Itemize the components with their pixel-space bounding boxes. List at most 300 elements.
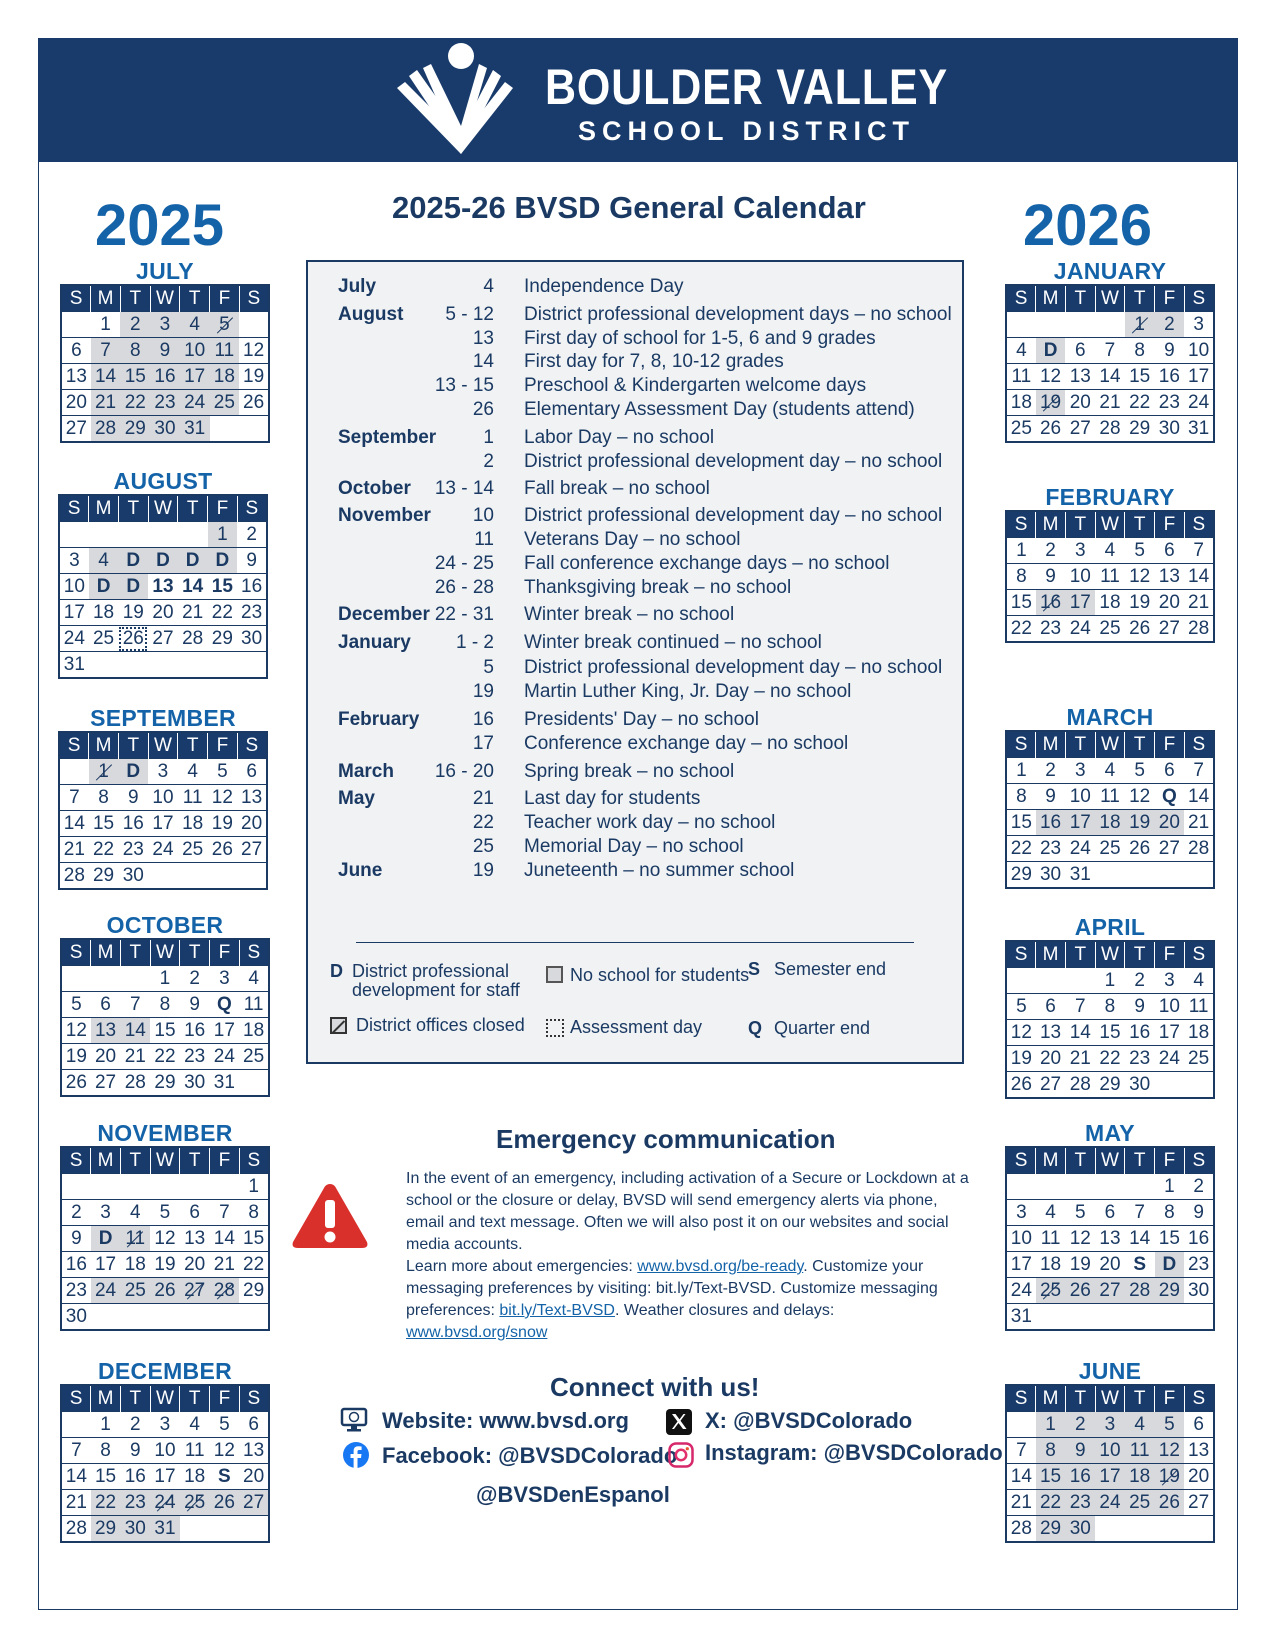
day-cell <box>148 522 178 548</box>
weekday-header: T <box>120 1385 150 1412</box>
day-cell: 9 <box>61 1226 91 1252</box>
event-month: February <box>338 709 420 730</box>
event-text: First day of school for 1-5, 6 and 9 grades <box>524 328 876 349</box>
day-cell: 17 <box>1155 1020 1185 1046</box>
day-cell: 24 <box>59 626 89 652</box>
day-cell <box>1184 1516 1214 1543</box>
day-cell: 15 <box>91 1464 121 1490</box>
event-row <box>308 759 948 784</box>
weekday-header: T <box>178 495 208 522</box>
week-row <box>1006 564 1214 590</box>
day-cell: 16 <box>150 364 180 390</box>
day-cell: 16 <box>1065 1464 1095 1490</box>
day-cell <box>1036 968 1066 994</box>
day-cell: 9 <box>120 1438 150 1464</box>
day-cell <box>59 522 89 548</box>
day-cell: 10 <box>1184 338 1214 364</box>
event-month: November <box>338 505 431 526</box>
day-cell <box>1095 1516 1125 1543</box>
event-row <box>308 551 948 576</box>
day-cell: 21 <box>1065 1046 1095 1072</box>
day-cell: 2 <box>1065 1412 1095 1438</box>
event-date: 26 <box>472 399 494 420</box>
day-cell: 5 <box>1006 994 1036 1020</box>
weekday-header: W <box>150 939 180 966</box>
day-cell: 29 <box>1006 862 1036 889</box>
day-cell: 3 <box>59 548 89 574</box>
be-ready-link[interactable]: www.bvsd.org/be-ready <box>637 1258 804 1275</box>
day-cell <box>59 759 89 785</box>
weekday-header: T <box>1065 941 1095 968</box>
day-cell: 3 <box>150 312 180 338</box>
weekday-header: M <box>91 285 121 312</box>
day-cell: 24 <box>1155 1046 1185 1072</box>
day-cell: 6 <box>91 992 121 1018</box>
event-row <box>308 274 948 299</box>
day-cell: 24 <box>91 1278 121 1304</box>
week-row <box>61 312 269 338</box>
day-cell: 23 <box>1036 616 1066 643</box>
day-cell: 18 <box>1006 390 1036 416</box>
event-text: Fall break – no school <box>524 478 710 499</box>
month-grid <box>1005 1146 1215 1331</box>
day-cell: 9 <box>150 338 180 364</box>
x-label[interactable]: X: @BVSDColorado <box>705 1408 913 1433</box>
day-cell: 8 <box>91 1438 121 1464</box>
day-cell: 5 <box>1155 1412 1185 1438</box>
weekday-header: S <box>59 495 89 522</box>
weekday-header: T <box>1065 511 1095 538</box>
day-cell: 6 <box>237 759 267 785</box>
facebook-label[interactable]: Facebook: @BVSDColorado <box>382 1443 678 1468</box>
day-cell: 11 <box>1036 1226 1066 1252</box>
event-row <box>308 655 948 680</box>
event-text: First day for 7, 8, 10-12 grades <box>524 351 784 372</box>
week-row <box>61 966 269 992</box>
event-date: 17 <box>472 733 494 754</box>
day-cell: 10 <box>59 574 89 600</box>
weekday-header: T <box>180 939 210 966</box>
event-row <box>308 630 948 655</box>
day-cell: 18 <box>239 1018 269 1044</box>
month-grid <box>58 494 268 679</box>
day-cell: 20 <box>1155 810 1185 836</box>
day-cell: 1 <box>1006 538 1036 564</box>
week-row <box>1006 1046 1214 1072</box>
month-grid <box>60 1384 270 1543</box>
day-cell: 27 <box>61 416 91 443</box>
day-cell <box>150 1174 180 1200</box>
day-cell: 4 <box>180 1412 210 1438</box>
day-cell: 31 <box>150 1516 180 1543</box>
event-month: June <box>338 860 383 881</box>
day-cell: 21 <box>1184 590 1214 616</box>
day-cell: 11 <box>210 338 240 364</box>
day-cell: 20 <box>1155 590 1185 616</box>
day-cell: 18 <box>1036 1252 1066 1278</box>
event-text: Spring break – no school <box>524 761 735 782</box>
day-cell: 29 <box>120 416 150 443</box>
day-cell: 27 <box>1184 1490 1214 1516</box>
day-cell: 11 <box>1095 564 1125 590</box>
event-text: District professional development day – no school <box>524 505 943 526</box>
event-date: 1 <box>483 427 494 448</box>
facebook-spanish-label[interactable]: @BVSDenEspanol <box>476 1482 670 1507</box>
day-cell: 19 <box>1065 1252 1095 1278</box>
day-cell: 10 <box>1095 1438 1125 1464</box>
day-cell: 16 <box>1036 590 1066 616</box>
day-cell: 28 <box>1065 1072 1095 1099</box>
week-row <box>61 1252 269 1278</box>
year-2025: 2025 <box>95 193 225 258</box>
day-cell: 22 <box>1006 616 1036 643</box>
month-name: NOVEMBER <box>97 1120 233 1146</box>
day-cell: 28 <box>1184 836 1214 862</box>
day-cell: S <box>210 1464 240 1490</box>
day-cell: 6 <box>1036 994 1066 1020</box>
week-row <box>1006 1438 1214 1464</box>
day-cell: 7 <box>1095 338 1125 364</box>
day-cell: 13 <box>91 1018 121 1044</box>
day-cell: 4 <box>1184 968 1214 994</box>
week-row <box>1006 784 1214 810</box>
day-cell: 26 <box>1125 836 1155 862</box>
emergency-paragraph-1: In the event of an emergency, including activation of a Secure or Lockdown at a school or the closure or delay, BVSD will send emergency alerts via phone, email and text message. Often we will also post it on our websites and social media accounts. <box>406 1170 969 1253</box>
day-cell: 7 <box>1184 538 1214 564</box>
event-row <box>308 834 948 859</box>
event-text: District professional development days – no school <box>524 304 952 325</box>
day-cell: 31 <box>1006 1304 1036 1331</box>
event-date: 16 - 20 <box>434 761 494 782</box>
day-cell: 17 <box>91 1252 121 1278</box>
day-cell: 12 <box>1006 1020 1036 1046</box>
day-cell: 5 <box>1125 758 1155 784</box>
day-cell: 12 <box>1036 364 1066 390</box>
weekday-header: F <box>208 495 238 522</box>
weekday-header: T <box>1065 1147 1095 1174</box>
weekday-header: F <box>1155 731 1185 758</box>
event-date: 13 - 15 <box>434 375 494 396</box>
weekday-header: W <box>1095 285 1125 312</box>
weekday-header: M <box>91 1147 121 1174</box>
weekday-header: T <box>118 732 148 759</box>
day-cell: 19 <box>1125 590 1155 616</box>
month-name: APRIL <box>1074 914 1146 940</box>
day-cell: 5 <box>210 1412 240 1438</box>
event-row <box>308 602 948 627</box>
day-cell: 6 <box>1095 1200 1125 1226</box>
month-grid <box>1005 510 1215 643</box>
event-date: 1 - 2 <box>455 632 494 653</box>
day-cell: 13 <box>148 574 178 600</box>
day-cell: 13 <box>1184 1438 1214 1464</box>
day-cell: 28 <box>59 863 89 890</box>
day-cell: D <box>118 574 148 600</box>
month-december <box>60 1358 270 1543</box>
day-cell <box>1125 1516 1155 1543</box>
week-row <box>59 785 267 811</box>
day-cell: 13 <box>180 1226 210 1252</box>
day-cell: 16 <box>118 811 148 837</box>
day-cell: 7 <box>1125 1200 1155 1226</box>
day-cell: 17 <box>1065 590 1095 616</box>
weekday-header: T <box>178 732 208 759</box>
week-row <box>61 1200 269 1226</box>
weekday-header: W <box>1095 1385 1125 1412</box>
day-cell: 21 <box>1006 1490 1036 1516</box>
day-cell: 28 <box>210 1278 240 1304</box>
weekday-header: T <box>120 1147 150 1174</box>
weekday-header: M <box>1036 285 1066 312</box>
day-cell: 23 <box>1065 1490 1095 1516</box>
month-grid <box>58 731 268 890</box>
day-cell: 3 <box>1184 312 1214 338</box>
day-cell <box>61 966 91 992</box>
day-cell: 29 <box>1095 1072 1125 1099</box>
day-cell: 13 <box>237 785 267 811</box>
weekday-header: T <box>1125 511 1155 538</box>
day-cell: 22 <box>89 837 119 863</box>
day-cell: 24 <box>1006 1278 1036 1304</box>
day-cell: 2 <box>120 312 150 338</box>
weekday-header: M <box>91 1385 121 1412</box>
day-cell: S <box>1125 1252 1155 1278</box>
day-cell <box>61 312 91 338</box>
day-cell: 19 <box>61 1044 91 1070</box>
day-cell: 22 <box>120 390 150 416</box>
day-cell: 26 <box>1155 1490 1185 1516</box>
day-cell: 8 <box>120 338 150 364</box>
weekday-header: T <box>1065 731 1095 758</box>
day-cell: 21 <box>61 1490 91 1516</box>
text-bvsd-link[interactable]: bit.ly/Text-BVSD <box>499 1302 615 1319</box>
day-cell: 24 <box>148 837 178 863</box>
event-row <box>308 449 948 474</box>
week-row <box>59 522 267 548</box>
week-row <box>61 1044 269 1070</box>
day-cell: 18 <box>210 364 240 390</box>
week-row <box>1006 1072 1214 1099</box>
day-cell: 9 <box>1036 564 1066 590</box>
weekday-header: S <box>1006 941 1036 968</box>
day-cell: 3 <box>1155 968 1185 994</box>
week-row <box>61 1412 269 1438</box>
day-cell: 8 <box>1155 1200 1185 1226</box>
weekday-header: W <box>150 1147 180 1174</box>
day-cell <box>239 1516 269 1543</box>
day-cell: 11 <box>1095 784 1125 810</box>
day-cell: 25 <box>89 626 119 652</box>
event-text: Independence Day <box>524 276 684 297</box>
weekday-header: F <box>1155 941 1185 968</box>
weekday-header: S <box>1006 285 1036 312</box>
day-cell <box>1155 1072 1185 1099</box>
day-cell: 1 <box>91 1412 121 1438</box>
day-cell: 17 <box>1184 364 1214 390</box>
page-title: 2025-26 BVSD General Calendar <box>392 190 866 225</box>
day-cell: 28 <box>91 416 121 443</box>
day-cell: 14 <box>178 574 208 600</box>
day-cell: 19 <box>1125 810 1155 836</box>
weekday-header: M <box>89 495 119 522</box>
event-month: March <box>338 761 394 782</box>
day-cell <box>210 1304 240 1331</box>
week-row <box>61 338 269 364</box>
event-row <box>308 575 948 600</box>
day-cell <box>1036 1174 1066 1200</box>
day-cell: 3 <box>1065 538 1095 564</box>
day-cell: 21 <box>91 390 121 416</box>
event-date: 13 <box>472 328 494 349</box>
event-date: 11 <box>474 529 494 550</box>
day-cell: 9 <box>1125 994 1155 1020</box>
day-cell: 28 <box>61 1516 91 1543</box>
event-month: July <box>338 276 377 297</box>
event-text: District professional development day – no school <box>524 451 943 472</box>
day-cell: 16 <box>1125 1020 1155 1046</box>
week-row <box>59 626 267 652</box>
day-cell: 6 <box>1184 1412 1214 1438</box>
day-cell: 1 <box>208 522 238 548</box>
week-row <box>1006 862 1214 889</box>
day-cell: 14 <box>1065 1020 1095 1046</box>
day-cell: 28 <box>1184 616 1214 643</box>
event-month: January <box>338 632 411 653</box>
week-row <box>59 548 267 574</box>
day-cell: 6 <box>1155 758 1185 784</box>
event-text: Martin Luther King, Jr. Day – no school <box>524 681 852 702</box>
day-cell: 6 <box>1065 338 1095 364</box>
day-cell: 27 <box>148 626 178 652</box>
day-cell: 4 <box>1125 1412 1155 1438</box>
day-cell: 8 <box>1006 784 1036 810</box>
day-cell <box>1036 1304 1066 1331</box>
day-cell: 23 <box>1155 390 1185 416</box>
day-cell: 5 <box>61 992 91 1018</box>
day-cell: 15 <box>1095 1020 1125 1046</box>
day-cell: 30 <box>118 863 148 890</box>
weekday-header: T <box>1125 1147 1155 1174</box>
week-row <box>59 574 267 600</box>
day-cell: 28 <box>1125 1278 1155 1304</box>
day-cell: 7 <box>59 785 89 811</box>
month-name: DECEMBER <box>97 1358 233 1384</box>
day-cell: 18 <box>1095 810 1125 836</box>
day-cell: 4 <box>1006 338 1036 364</box>
day-cell: 6 <box>180 1200 210 1226</box>
event-date: 4 <box>483 276 494 297</box>
day-cell: 30 <box>1125 1072 1155 1099</box>
day-cell: 22 <box>1006 836 1036 862</box>
day-cell: 29 <box>208 626 238 652</box>
day-cell: 27 <box>237 837 267 863</box>
event-date: 22 - 31 <box>434 604 494 625</box>
day-cell: 24 <box>180 390 210 416</box>
week-row <box>59 652 267 679</box>
event-row <box>308 858 948 883</box>
day-cell: 28 <box>1095 416 1125 443</box>
weekday-header: M <box>1036 1385 1066 1412</box>
day-cell: 14 <box>210 1226 240 1252</box>
event-date: 13 - 14 <box>434 478 494 499</box>
bvsd-logo-icon <box>395 42 525 157</box>
day-cell <box>150 1304 180 1331</box>
instagram-label[interactable]: Instagram: @BVSDColorado <box>705 1440 1003 1465</box>
day-cell: 7 <box>1006 1438 1036 1464</box>
day-cell: 14 <box>59 811 89 837</box>
week-row <box>59 811 267 837</box>
day-cell: 4 <box>1036 1200 1066 1226</box>
day-cell: 30 <box>150 416 180 443</box>
day-cell: 29 <box>89 863 119 890</box>
day-cell: 17 <box>210 1018 240 1044</box>
week-row <box>1006 994 1214 1020</box>
day-cell <box>1125 1174 1155 1200</box>
day-cell <box>61 1412 91 1438</box>
week-row <box>61 364 269 390</box>
weekday-header: F <box>210 1147 240 1174</box>
week-row <box>1006 758 1214 784</box>
website-label[interactable]: Website: www.bvsd.org <box>382 1408 629 1433</box>
day-cell: 15 <box>208 574 238 600</box>
day-cell: 9 <box>1036 784 1066 810</box>
weekday-header: S <box>1006 731 1036 758</box>
weekday-header: T <box>180 285 210 312</box>
event-date: 16 <box>472 709 494 730</box>
snow-link[interactable]: www.bvsd.org/snow <box>406 1324 548 1341</box>
weekday-header: F <box>210 1385 240 1412</box>
event-row <box>308 476 948 501</box>
month-name: MAY <box>1085 1120 1135 1146</box>
day-cell: 20 <box>239 1464 269 1490</box>
weekday-header: T <box>120 939 150 966</box>
event-row <box>308 679 948 704</box>
month-grid <box>60 284 270 443</box>
day-cell: 15 <box>1006 810 1036 836</box>
day-cell <box>1065 968 1095 994</box>
month-grid <box>1005 1384 1215 1543</box>
day-cell <box>91 1304 121 1331</box>
day-cell: 8 <box>1036 1438 1066 1464</box>
event-text: District professional development day – no school <box>524 657 943 678</box>
weekday-header: T <box>1125 1385 1155 1412</box>
day-cell: 12 <box>61 1018 91 1044</box>
day-cell: 10 <box>1006 1226 1036 1252</box>
day-cell <box>237 652 267 679</box>
week-row <box>59 863 267 890</box>
day-cell <box>1095 862 1125 889</box>
week-row <box>61 1464 269 1490</box>
weekday-header: W <box>1095 1147 1125 1174</box>
day-cell: 25 <box>210 390 240 416</box>
day-cell: 26 <box>239 390 269 416</box>
day-cell: 8 <box>89 785 119 811</box>
event-row <box>308 425 948 450</box>
legend-gray-swatch <box>546 966 563 983</box>
day-cell: 24 <box>210 1044 240 1070</box>
event-month: September <box>338 427 437 448</box>
day-cell: 5 <box>208 759 238 785</box>
day-cell: 5 <box>150 1200 180 1226</box>
day-cell: 3 <box>210 966 240 992</box>
day-cell: 30 <box>1155 416 1185 443</box>
day-cell: 23 <box>1184 1252 1214 1278</box>
day-cell: 16 <box>1155 364 1185 390</box>
day-cell: 23 <box>120 1490 150 1516</box>
weekday-header: T <box>118 495 148 522</box>
day-cell: 27 <box>180 1278 210 1304</box>
event-month: August <box>338 304 404 325</box>
